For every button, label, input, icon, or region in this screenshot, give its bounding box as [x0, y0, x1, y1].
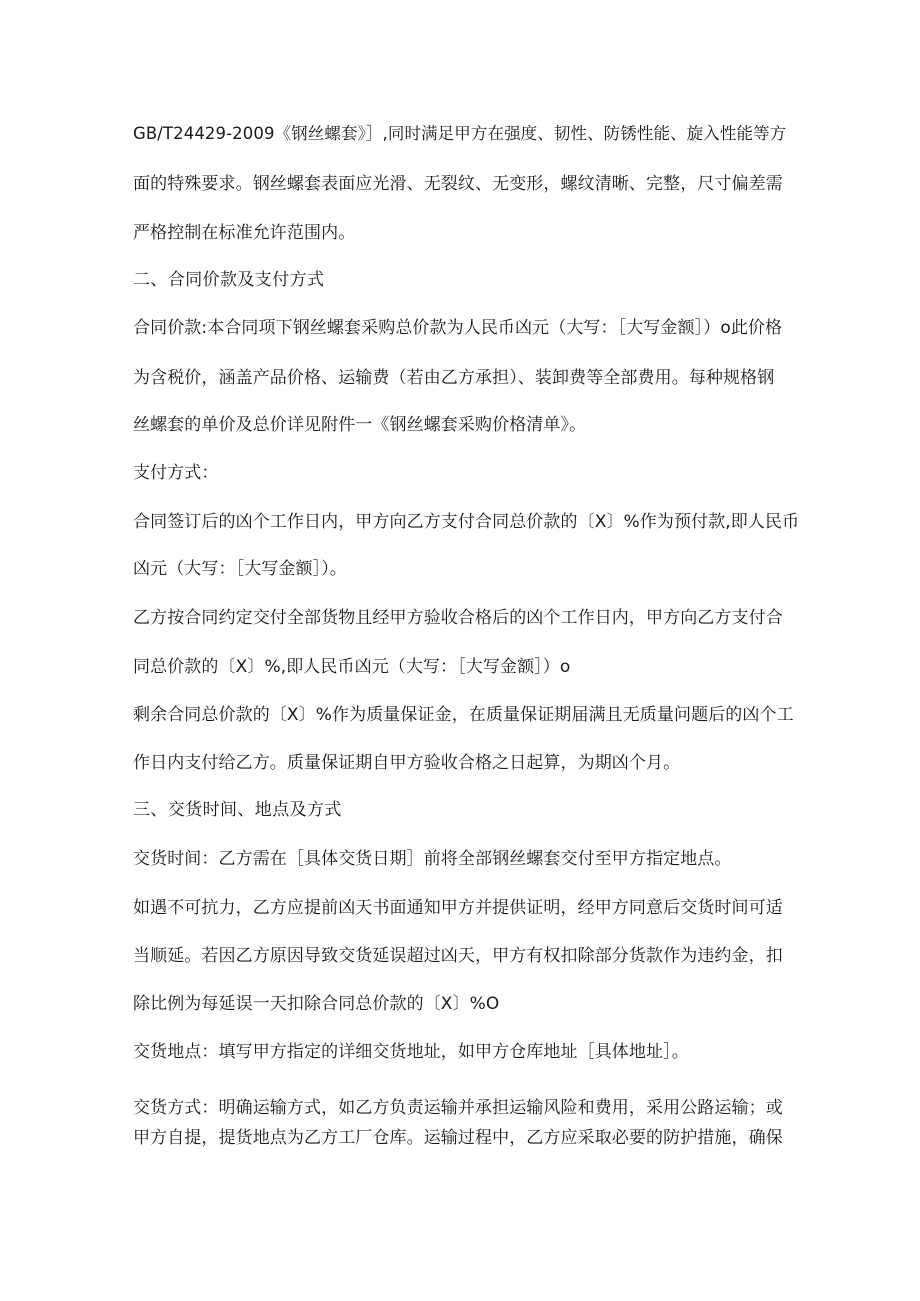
body-text-line: 如遇不可抗力，乙方应提前凶天书面通知甲方并提供证明，经甲方同意后交货时间可适 — [133, 898, 783, 918]
body-text-line: 交货方式：明确运输方式，如乙方负责运输并承担运输风险和费用，采用公路运输；或 — [133, 1098, 783, 1118]
body-text-line: 同总价款的〔X〕%,即人民币凶元（大写：［大写金额］）o — [133, 657, 571, 677]
body-text-line: 合同价款:本合同项下钢丝螺套采购总价款为人民币凶元（大写：［大写金额］）o此价格 — [133, 318, 783, 338]
body-text-line: 乙方按合同约定交付全部货物且经甲方验收合格后的凶个工作日内，甲方向乙方支付合 — [133, 608, 783, 628]
section-heading: 三、交货时间、地点及方式 — [133, 800, 342, 820]
body-text-line: 当顺延。若因乙方原因导致交货延误超过凶天，甲方有权扣除部分货款作为违约金，扣 — [133, 946, 783, 966]
body-text-line: 丝螺套的单价及总价详见附件一《钢丝螺套采购价格清单》。 — [133, 415, 587, 435]
body-text-line: 除比例为每延误一天扣除合同总价款的〔X〕%O — [133, 994, 500, 1014]
body-text-line: 凶元（大写：［大写金额］）。 — [133, 559, 347, 579]
body-text-line: 严格控制在标准允许范围内。 — [133, 223, 356, 243]
body-text-line: 面的特殊要求。钢丝螺套表面应光滑、无裂纹、无变形，螺纹清晰、完整，尺寸偏差需 — [133, 174, 783, 194]
body-text-line: 剩余合同总价款的〔X〕%作为质量保证金，在质量保证期届满且无质量问题后的凶个工 — [133, 705, 794, 725]
body-text-line: 交货地点：填写甲方指定的详细交货地址，如甲方仓库地址［具体地址］。 — [133, 1042, 689, 1062]
body-text-line: 支付方式： — [133, 463, 219, 483]
body-text-line: 合同签订后的凶个工作日内，甲方向乙方支付合同总价款的〔X〕%作为预付款,即人民币 — [133, 512, 800, 532]
body-text-line: 交货时间：乙方需在［具体交货日期］前将全部钢丝螺套交付至甲方指定地点。 — [133, 849, 732, 869]
section-heading: 二、合同价款及支付方式 — [133, 270, 325, 290]
body-text-line: 为含税价，涵盖产品价格、运输费（若由乙方承担）、装卸费等全部费用。每种规格钢 — [133, 368, 775, 388]
body-text-line: 甲方自提，提货地点为乙方工厂仓库。运输过程中，乙方应采取必要的防护措施，确保 — [133, 1128, 783, 1148]
body-text-line: 作日内支付给乙方。质量保证期自甲方验收合格之日起算，为期凶个月。 — [133, 753, 681, 773]
body-text-line: GB/T24429-2009《钢丝螺套》］,同时满足甲方在强度、韧性、防锈性能、旋入性能等方 — [133, 124, 787, 143]
